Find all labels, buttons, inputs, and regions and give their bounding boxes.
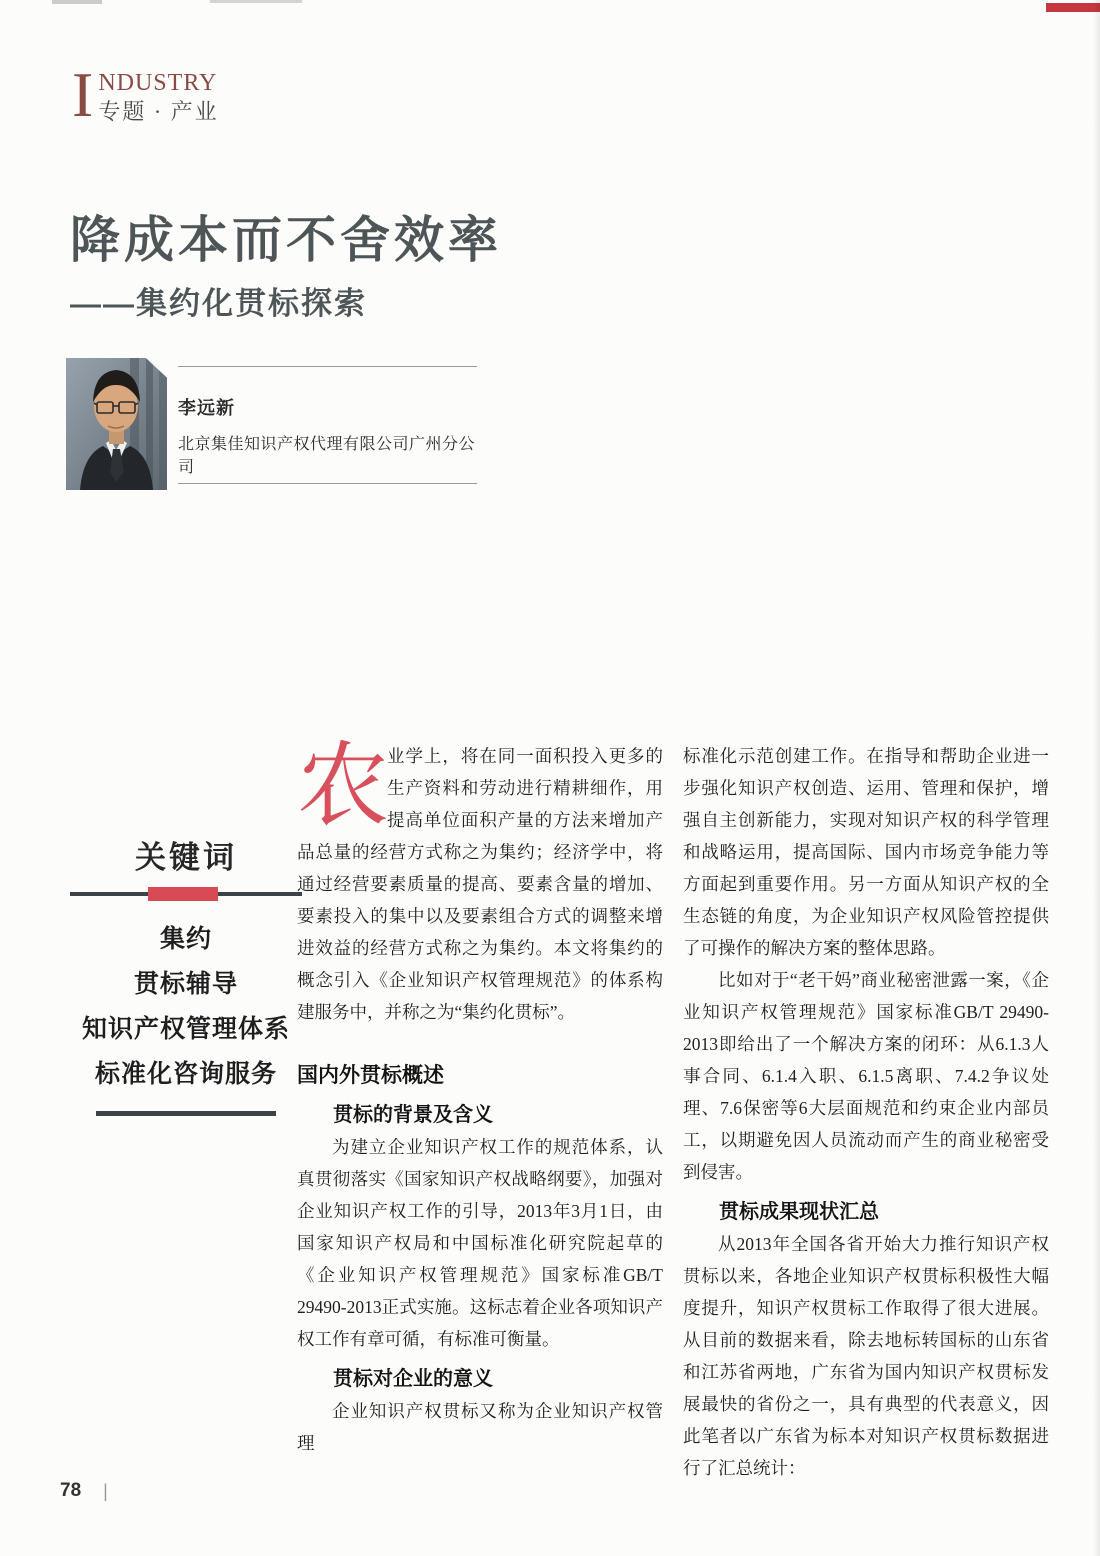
keywords-divider (70, 887, 302, 901)
masthead (72, 59, 219, 130)
paragraph: 为建立企业知识产权工作的规范体系，认真贯彻落实《国家知识产权战略纲要》，加强对企业知识产权工作的引导，2013年3月1日，由国家知识产权局和中国标准化研究院起草的《企业知识产权管理规范》国家标准GB/T 29490-2013正式实施。这标志着企业各项知识产权工作有章可循，有标准可衡量。 (297, 1137, 663, 1349)
scan-artifact (210, 0, 302, 3)
masthead-initial: I (72, 59, 94, 130)
article-subtitle: ——集约化贯标探索 (70, 286, 367, 321)
keywords-title: 关键词 (135, 840, 237, 875)
keywords-list (70, 917, 302, 1097)
author-portrait-illustration (66, 358, 167, 490)
paragraph: 从2013年全国各省开始大力推行知识产权贯标以来，各地企业知识产权贯标积极性大幅度提升，知识产权贯标工作取得了很大进展。从目前的数据来看，除去地标转国标的山东省和江苏省两地，广东省为国内知识产权贯标发展最快的省份之一，具有典型的代表意义，因此笔者以广东省为标本对知识产权贯标数据进行了汇总统计： (683, 1234, 1049, 1478)
paragraph: 企业知识产权贯标又称为企业知识产权管理 (297, 1401, 663, 1453)
paragraph: 标准化示范创建工作。在指导和帮助企业进一步强化知识产权创造、运用、管理和保护，增强自主创新能力，实现对知识产权的科学管理和战略运用，提高国际、国内市场竞争能力等方面起到重要作用。另一方面从知识产权的全生态链的角度，为企业知识产权风险管控提供了可操作的解决方案的整体思路。 (683, 746, 1049, 958)
page-number-separator: | (103, 1480, 108, 1501)
divider-red-accent (148, 887, 218, 901)
keyword-item: 标准化咨询服务 (94, 1061, 277, 1088)
section-heading: 国内外贯标概述 (297, 1064, 444, 1087)
keywords-bottom-rule (96, 1111, 276, 1116)
lead-paragraph (297, 735, 663, 1028)
page-number: 78 (60, 1480, 82, 1501)
author-name: 李远新 (178, 398, 235, 418)
page-footer (60, 1480, 108, 1502)
subsection-heading: 贯标的背景及含义 (333, 1104, 493, 1126)
author-info (178, 366, 477, 484)
text-column-right (683, 740, 1049, 1484)
paragraph-text: 业学上，将在同一面积投入更多的生产资料和劳动进行精耕细作，用提高单位面积产量的方法来增加产品总量的经营方式称之为集约；经济学中，将通过经营要素质量的提高、要素含量的增加、要素投入的集中以及要素组合方式的调整来增进效益的经营方式称之为集约。本文将集约的概念引入《企业知识产权管理规范》的体系构建服务中，并称之为“集约化贯标”。 (297, 746, 663, 1022)
scan-artifact (52, 0, 102, 4)
masthead-word: NDUSTRY (98, 70, 218, 96)
article-title: 降成本而不舍效率 (70, 212, 502, 268)
red-edge-mark (1046, 3, 1100, 12)
subsection-heading: 贯标成果现状汇总 (719, 1201, 879, 1223)
keyword-item: 知识产权管理体系 (81, 1016, 290, 1043)
text-column-left (297, 735, 663, 1459)
paragraph: 比如对于“老干妈”商业秘密泄露一案，《企业知识产权管理规范》国家标准GB/T 29490-2013即给出了一个解决方案的闭环：从6.1.3人事合同、6.1.4入职、6.1.5离职、7.4.2争议处理、7.6保密等6大层面规范和约束企业内部员工，以期避免因人员流动而产生的商业秘密受到侵害。 (683, 970, 1049, 1182)
dropcap-character: 农 (297, 735, 390, 837)
page-edge-shadow (1093, 0, 1100, 1556)
subsection-heading: 贯标对企业的意义 (333, 1368, 493, 1390)
masthead-section-label: 专题 · 产业 (98, 99, 219, 124)
keyword-item: 贯标辅导 (133, 971, 238, 998)
author-photo (66, 358, 167, 490)
author-affiliation: 北京集佳知识产权代理有限公司广州分公司 (178, 436, 476, 476)
article-title-block (70, 213, 502, 323)
keywords-panel (70, 832, 302, 1116)
keyword-item: 集约 (159, 926, 212, 953)
